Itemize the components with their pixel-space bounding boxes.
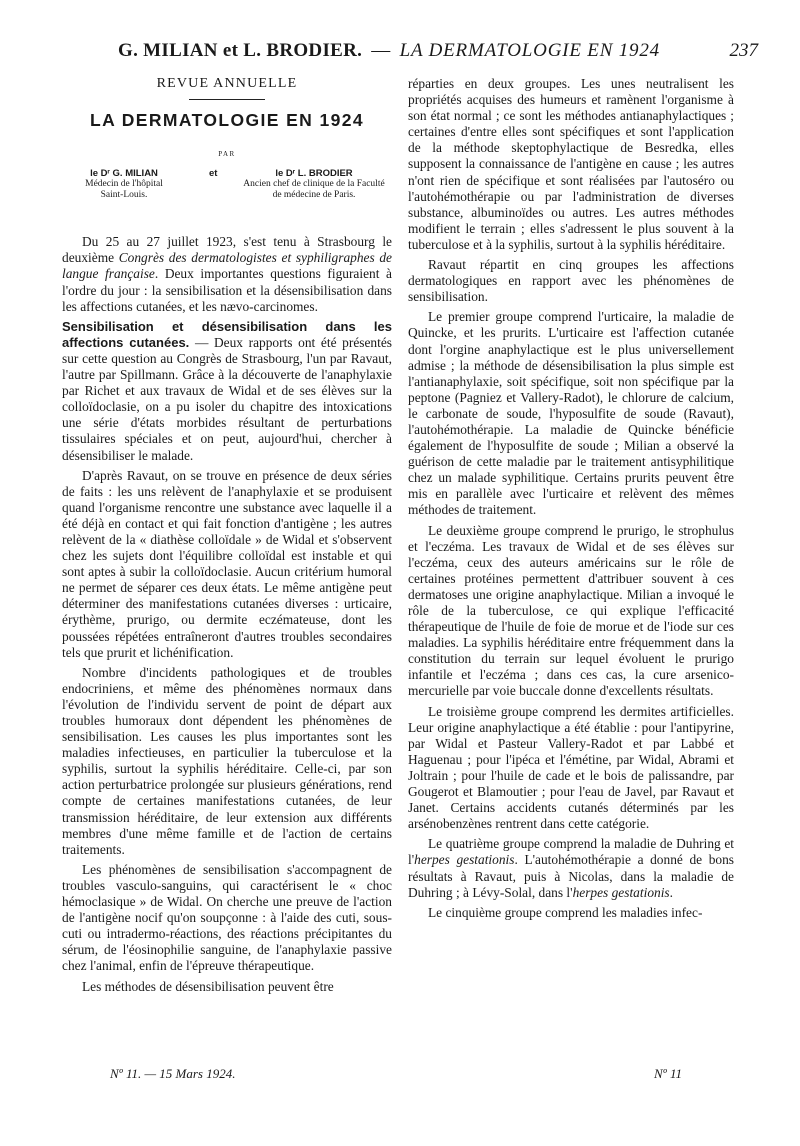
section-divider — [189, 99, 265, 100]
paragraph-phenomenes: Les phénomènes de sensibilisation s'accompagnent de troubles vasculo-sanguins, qui caractérisent le « choc hémoclasique » de Widal. On cherche une preuve de l'action de l'antigène nocif qu'on soupçonne : à l'aide des cuti, sous-cuti ou intradermo-réactions, des réactions précipitantes du sérum, de l'éosinophilie sanguine, de l'anaphylaxie passive chez l'animal, enfin de l'épreuve thérapeutique. — [62, 861, 392, 974]
intro-text-end: . Deux importantes questions figuraient à l'ordre du jour : la sensibilisation et la désensibilisation dans les affections cutanées, et les nævo-carcinomes. — [62, 266, 392, 314]
running-head-title: LA DERMATOLOGIE EN 1924 — [399, 40, 660, 61]
author-byline — [62, 168, 392, 224]
author-milian — [74, 168, 174, 201]
intro-paragraph — [62, 234, 392, 314]
paragraph-continuation: réparties en deux groupes. Les unes neutralisent les propriétés acquises des humeurs et ramènent l'organisme à son état normal ; ce sont les méthodes antianaphylactiques ; certaines d'entre elles sont spécifiques et sont l'application de la méthode skeptophylactique de Besredka, elles supposent la connaissance de l'antigène en cause ; les autres n'ont rien de spécifique et sont réalisées par l'autosérо ou l'autohémothérapie ou par l'administration de diverses substance, albuminoïdes ou autres. Les autres méthodes modifient le terrain ; elles s'adressent le plus souvent à la tuberculose et à la syphilis, surtout à la syphilis héréditaire. — [408, 76, 734, 252]
issue-date: Nº 11. — 15 Mars 1924. — [110, 1066, 236, 1081]
running-head-separator: — — [371, 40, 391, 61]
paragraph-ravaut: D'après Ravaut, on se trouve en présence de deux séries de faits : les uns relèvent de l'anaphylaxie et se produisent quand l'organisme rencontre une substance avec laquelle il a été déjà en contact et qui fait fonction d'antigène ; les autres relèvent de la « diathèse colloïdale » de Widal et s'observent chez les sujets dont l'équilibre colloïdal est instable et qui sont aptes à subir la colloïdoclasie. Aucun critérium humoral ne permet de séparer ces deux états. Le même antigène peut déterminer des manifestations cutanées diverses : urticaire, érythème, prurigo, ou dermite eczémateuse, dont les poussées répétées entraîneront d'autres troubles secondaires tels que prurit et lichénification. — [62, 467, 392, 660]
paragraph-quatrieme-groupe — [408, 836, 734, 900]
congress-name: Congrès des dermatologistes et syphiligraphes de langue française — [62, 250, 392, 282]
author-2-affiliation-line2: de médecine de Paris. — [272, 190, 356, 201]
quatrieme-text-a: Le quatrième groupe comprend la maladie de Duhring et l' — [408, 836, 734, 868]
left-column — [62, 76, 392, 999]
running-head-authors: G. MILIAN et L. BRODIER. — [118, 40, 363, 61]
section-label: REVUE ANNUELLE — [156, 76, 298, 91]
issue-number: Nº 11 — [654, 1066, 682, 1081]
paragraph-troisieme-groupe: Le troisième groupe comprend les dermites artificielles. Leur origine anaphylactique a été établie : pour l'antipyrine, par Widal et Pasteur Vallery-Radot et par Labbé et Haguenau ; pour l'ipéca et l'émétine, par Widal, Abrami et Joltrain ; pour l'huile de cade et le bois de palissandre, par Gougerot et Blamoutier ; pour l'eau de Javel, par Ravaut et Janet. Certains accidents cutanés déterminés par les arsénobenzènes rentrent dans cette catégorie. — [408, 703, 734, 832]
right-column — [408, 76, 734, 925]
author-2-name: le Dʳ L. BRODIER — [275, 168, 353, 180]
article-title: LA DERMATOLOGIE EN 1924 — [89, 110, 364, 131]
author-1-name: le Dʳ G. MILIAN — [90, 168, 158, 180]
by-label: PAR — [218, 150, 236, 159]
running-head — [118, 40, 758, 70]
section-paragraph — [62, 319, 392, 464]
author-2-affiliation-line1: Ancien chef de clinique de la Faculté — [243, 179, 385, 190]
paragraph-premier-groupe: Le premier groupe comprend l'urticaire, la maladie de Quincke, et les prurits. L'urticaire est l'affection cutanée dont l'orgine anaphylactique est le plus universellement admise ; la méthode de désensibilisation la plus simple est l'antianaphylaxie, soit spécifique, soit non spécifique par la peptone (Pagniez et Vallery-Radot), le chlorure de calcium, le carbonate de soude, l'hyposulfite de soude (Ravaut), l'autohémothérapie. La maladie de Quincke bénéficie également de l'hyposulfite de soude ; Milian a observé la guérison de cette maladie par le traitement antisyphilitique chez un malade syphilitique. Certains prurits peuvent être mis en parallèle avec l'urticaire et relèvent des mêmes méthodes de traitement. — [408, 309, 734, 518]
running-title — [118, 40, 660, 62]
author-conjunction: et — [209, 168, 218, 180]
quatrieme-text-b: . L'autohémothérapie a donné de bons résultats à Ravaut, puis à Nicolas, dans la maladie de Duhring ; à Lévy-Solal, dans l' — [408, 852, 734, 900]
intro-text-start: Du 25 au 27 juillet 1923, s'est tenu à Strasbourg le deuxième — [62, 234, 392, 266]
paragraph-cinq-groupes: Ravaut répartit en cinq groupes les affections dermatologiques en rapport avec les phénomènes de sensibilisation. — [408, 257, 734, 305]
paragraph-deuxieme-groupe: Le deuxième groupe comprend le prurigo, le strophulus et l'eczéma. Les travaux de Widal et de ses élèves sur l'eczéma, ceux des auteurs américains sur le rôle de certaines protéines permettent d'attribuer souvent à ces dermatoses une origine anaphylactique. Milian a invoqué le rôle de la tuberculose, ce qui explique l'efficacité thérapeutique de l'huile de foie de morue et de l'iode sur ces maladies. La syphilis héréditaire entre fréquemment dans la constitution du terrain sur lequel évoluent le prurigo infantile et l'eczéma ; dans ces cas, la cure arsenico-mercurielle par voie buccale donne d'excellents résultats. — [408, 522, 734, 699]
section-heading: Sensibilisation et désensibilisation dans les affections cutanées. — [62, 318, 392, 350]
page-number: 237 — [729, 40, 758, 61]
author-1-affiliation-line1: Médecin de l'hôpital — [85, 179, 163, 190]
author-brodier — [238, 168, 390, 201]
quatrieme-text-c: . — [669, 884, 673, 900]
paragraph-methodes: Les méthodes de désensibilisation peuvent être — [82, 978, 334, 994]
section-paragraph-text: — Deux rapports ont été présentés sur cette question au Congrès de Strasbourg, l'un par Ravaut, l'autre par Spillmann. Grâce à la découverte de l'anaphylaxie par Richet et aux travaux de Widal et de ses élèves sur la colloïdoclasie, on a pu isoler du chapitre des intoxications une série d'états morbides résultant de perturbations tissulaires spéciales et on peut, aujourd'hui, chercher à désensibiliser le malade. — [62, 334, 392, 463]
herpes-term-1: herpes gestationis — [414, 852, 515, 868]
herpes-term-2: herpes gestationis — [572, 884, 670, 900]
paragraph-cinquieme-groupe: Le cinquième groupe comprend les maladies infec- — [428, 904, 703, 920]
author-1-affiliation-line2: Saint-Louis. — [100, 190, 148, 201]
paragraph-incidents: Nombre d'incidents pathologiques et de troubles endocriniens, et même des phénomènes normaux dans l'évolution de l'individu servent de point de départ aux troubles humoraux dont dépendent les phénomènes de sensibilisation. Les causes les plus importantes sont les maladies infectieuses, en particulier la tuberculose et la syphilis, surtout la syphilis héréditaire. Celle-ci, par son action perturbatrice prolongée sur plusieurs générations, rend compte de certaines manifestations cutanées, de leur transmission héréditaire, de leur extension aux différents membres d'une même famille et de l'action de certains traitements. — [62, 664, 392, 857]
